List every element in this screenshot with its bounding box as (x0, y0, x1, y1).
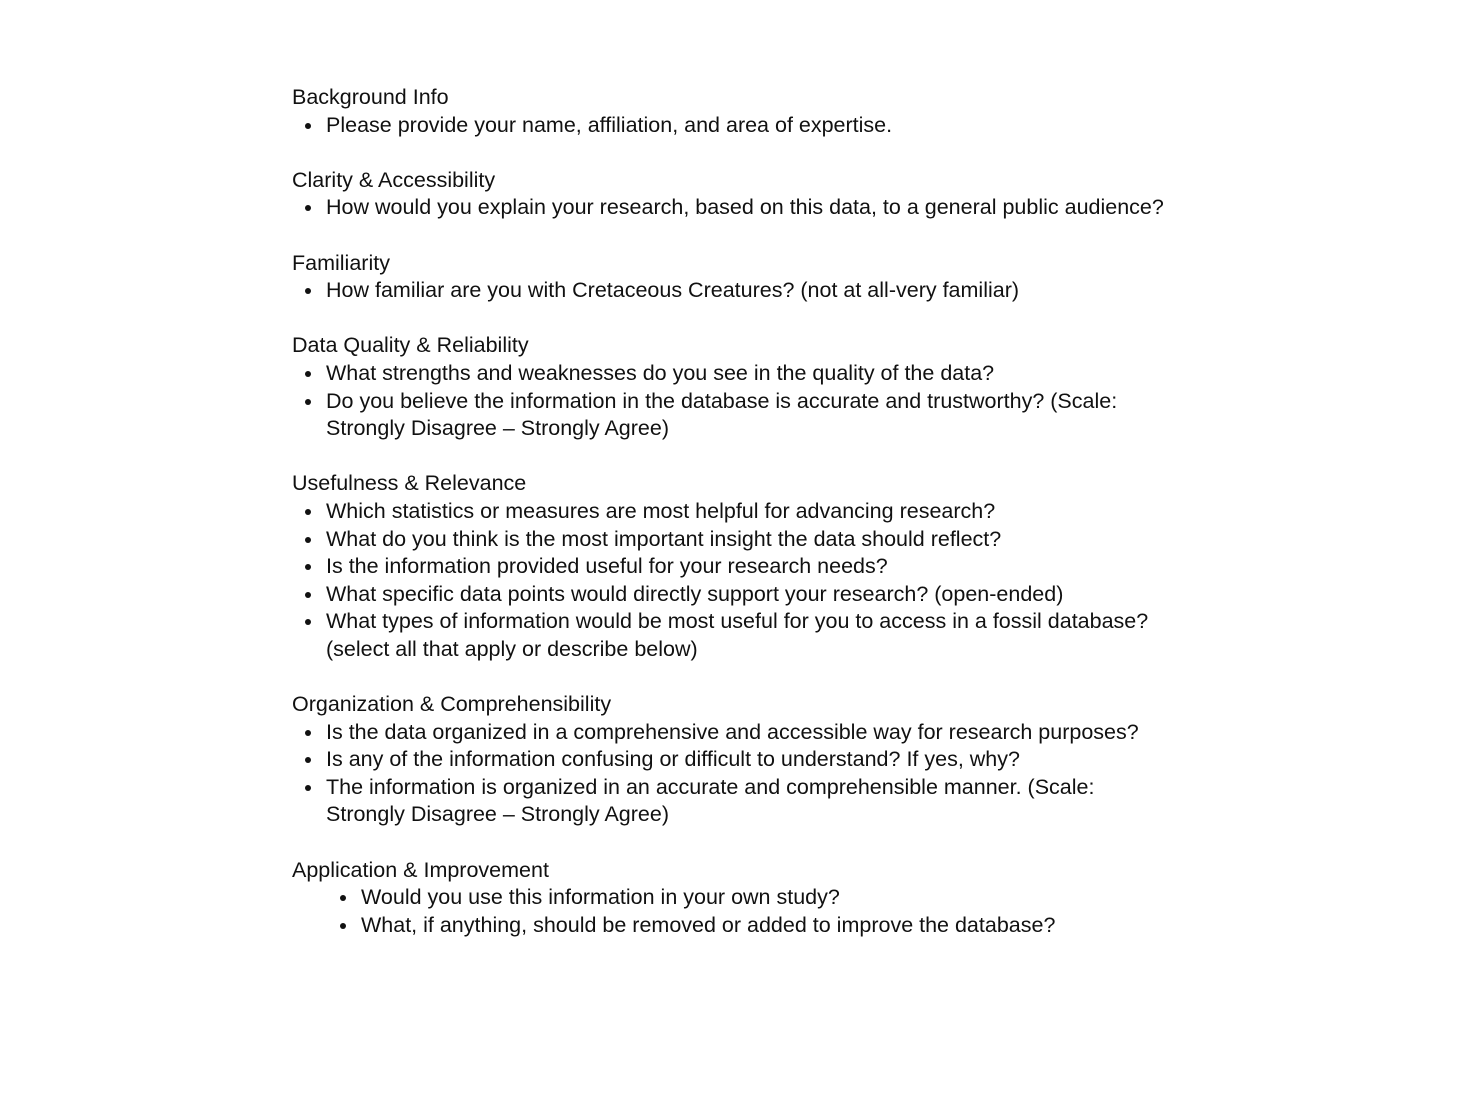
question-text: What types of information would be most useful for you to access in a fossil database? (select all that apply or describe below) (326, 609, 1149, 661)
bullet-icon (305, 564, 311, 570)
question-item (326, 277, 1172, 305)
question-item (326, 774, 1172, 829)
section-title: Usefulness & Relevance (292, 471, 527, 496)
question-text: Would you use this information in your own study? (361, 885, 840, 910)
bullet-icon (305, 757, 311, 763)
bullet-icon (305, 509, 311, 515)
bullet-icon (305, 399, 311, 405)
question-text: Do you believe the information in the database is accurate and trustworthy? (Scale: Strongly Disagree – Strongly Agree) (326, 388, 1118, 441)
question-text: Please provide your name, affiliation, and area of expertise. (326, 112, 893, 137)
section-familiarity (292, 250, 1172, 305)
question-text: The information is organized in an accurate and comprehensible manner. (Scale: Strongly Disagree – Strongly Agree) (326, 774, 1095, 827)
question-item (361, 884, 1172, 912)
bullet-icon (305, 785, 311, 791)
section-organization-comprehensibility (292, 691, 1172, 829)
section-title: Familiarity (292, 250, 390, 275)
question-item (326, 719, 1172, 747)
question-item (326, 746, 1172, 774)
question-text: What specific data points would directly support your research? (open-ended) (326, 581, 1064, 606)
bullet-icon (305, 730, 311, 736)
question-item (326, 388, 1172, 443)
survey-document (292, 84, 1172, 967)
section-title: Organization & Comprehensibility (292, 692, 612, 717)
question-text: Is the data organized in a comprehensive and accessible way for research purposes? (326, 719, 1139, 744)
section-title: Application & Improvement (292, 857, 549, 882)
section-application-improvement (292, 857, 1172, 940)
section-clarity-accessibility (292, 167, 1172, 222)
question-item (326, 581, 1172, 609)
section-background-info (292, 84, 1172, 139)
bullet-icon (305, 288, 311, 294)
question-text: What do you think is the most important insight the data should reflect? (326, 526, 1002, 551)
question-text: How would you explain your research, based on this data, to a general public audience? (326, 195, 1164, 220)
question-item (326, 526, 1172, 554)
question-text: Is any of the information confusing or difficult to understand? If yes, why? (326, 747, 1020, 772)
question-list (292, 277, 1172, 305)
question-item (326, 360, 1172, 388)
question-list (292, 884, 1172, 939)
question-item (326, 498, 1172, 526)
question-text: What strengths and weaknesses do you see in the quality of the data? (326, 360, 995, 385)
question-text: Which statistics or measures are most helpful for advancing research? (326, 498, 996, 523)
bullet-icon (305, 592, 311, 598)
section-title: Data Quality & Reliability (292, 333, 529, 358)
section-title: Clarity & Accessibility (292, 167, 496, 192)
question-list (292, 498, 1172, 664)
question-list (292, 112, 1172, 140)
question-item (326, 553, 1172, 581)
section-title: Background Info (292, 85, 449, 109)
bullet-icon (305, 205, 311, 211)
bullet-icon (340, 895, 346, 901)
question-item (326, 112, 1172, 140)
section-usefulness-relevance (292, 470, 1172, 663)
bullet-icon (305, 619, 311, 625)
bullet-icon (305, 123, 311, 129)
question-item (326, 194, 1172, 222)
question-list (292, 719, 1172, 829)
question-text: How familiar are you with Cretaceous Creatures? (not at all-very familiar) (326, 278, 1020, 303)
bullet-icon (305, 537, 311, 543)
question-text: What, if anything, should be removed or added to improve the database? (361, 912, 1056, 937)
bullet-icon (305, 371, 311, 377)
question-text: Is the information provided useful for your research needs? (326, 554, 888, 579)
bullet-icon (340, 923, 346, 929)
question-list (292, 360, 1172, 443)
question-item (326, 608, 1172, 663)
question-item (361, 912, 1172, 940)
question-list (292, 194, 1172, 222)
section-data-quality (292, 332, 1172, 442)
